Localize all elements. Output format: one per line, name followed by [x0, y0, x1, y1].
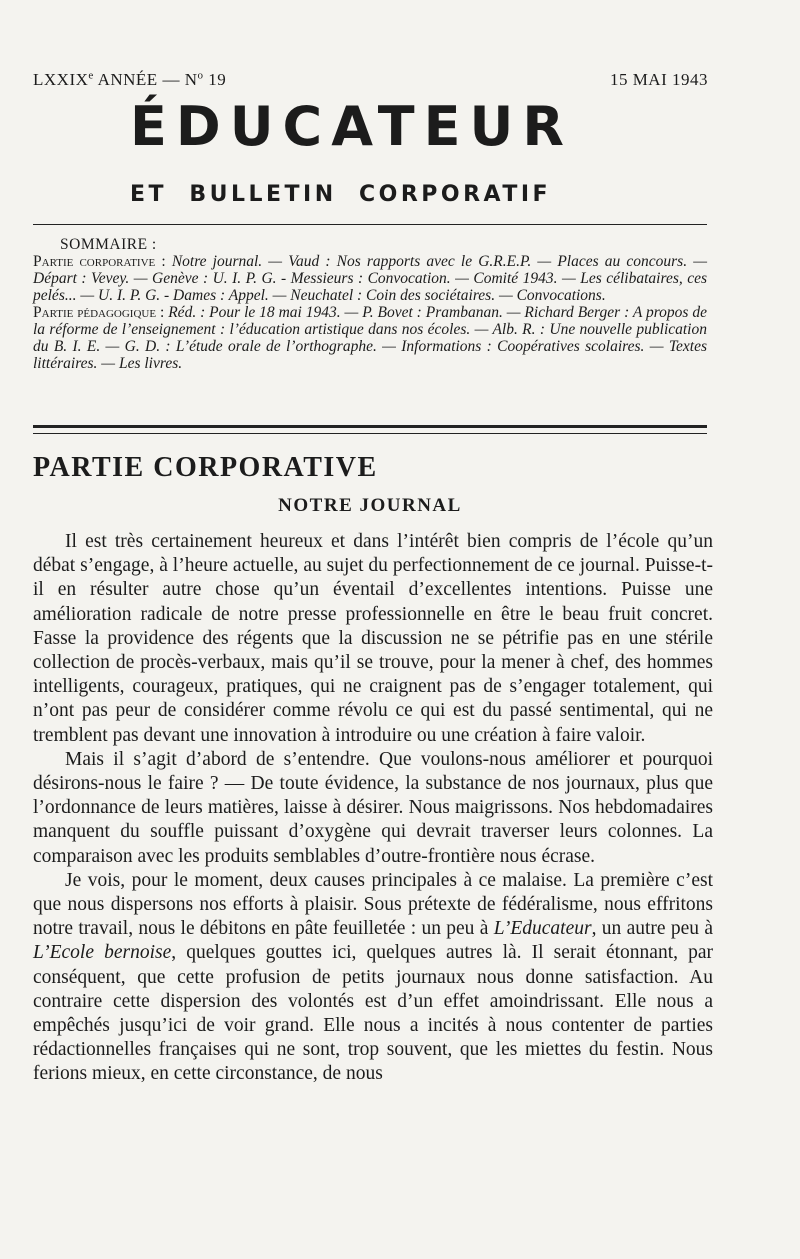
journal-reference: L’Educateur: [493, 918, 592, 940]
toc-pedagogique: Partie pédagogique : Réd. : Pour le 18 mai 1943. — P. Bovet : Prambanan. — Richard Berger : A propos de la réforme de l’enseignement : l’éducation artistique dans nos écoles. — Alb. R. : Une nouvelle publication du B. I. E. — G. D. : L’étude orale de l’orthographe. — Informations : Coopératives scolaires. — Textes littéraires. — Les livres.: [33, 304, 707, 372]
article-body: [33, 530, 713, 1087]
article-paragraph: Mais il s’agit d’abord de s’entendre. Que voulons-nous améliorer et pourquoi désirons-nous le faire ? — De toute évidence, la substance de nos journaux, plus que l’ordonnance de leurs matières, laisse à désirer. Nous maigrissons. Nos hebdomadaires manquent du souffle puissant d’oxygène qui devrait traverser leurs colonnes. La comparaison avec les produits semblables d’outre-frontière nous écrase.: [33, 748, 713, 867]
table-of-contents: [33, 236, 707, 372]
masthead-rule: [33, 224, 707, 225]
masthead-title: ÉDUCATEUR: [130, 95, 573, 158]
section-title: PARTIE CORPORATIVE: [33, 452, 378, 483]
journal-reference: L’Ecole bernoise: [33, 942, 172, 964]
volume-issue: LXXIXe ANNÉE — $N^o$ 19: [33, 69, 227, 89]
article-paragraph: Il est très certainement heureux et dans l’intérêt bien compris de l’école qu’un débat s’engage, à l’heure actuelle, au sujet du perfectionnement de ce journal. Puisse-t-il en résulter autre chose qu’un éventail d’excellentes intentions. Puisse une amélioration radicale de notre presse professionnelle en être le beau fruit concret. Fasse la providence des régents que la discussion ne se pétrifie pas en une stérile collection de procès-verbaux, mais qu’il se trouve, pour la mener à chef, des hommes intelligents, courageux, pratiques, qui ne craignent pas de s’engager totalement, qui n’ont pas peur de considérer comme révolu ce qui est du passé sentimental, qui ne tremblent pas devant une innovation à introduire ou une création à faire valoir.: [33, 531, 713, 746]
toc-corporative: Partie corporative : Notre journal. — Vaud : Nos rapports avec le G.R.E.P. — Places au concours. — Départ : Vevey. — Genève : U. I. P. G. - Messieurs : Convocation. — Comité 1943. — Les célibataires, ces pelés... — U. I. P. G. - Dames : Appel. — Neuchatel : Coin des sociétaires. — Convocations.: [33, 253, 707, 304]
section-divider: [33, 425, 707, 434]
masthead-subtitle: ET BULLETIN CORPORATIF: [130, 182, 552, 207]
issue-line: [33, 70, 708, 90]
article-paragraph: Je vois, pour le moment, deux causes principales à ce malaise. La première c’est que nous dispersons nos efforts à plaisir. Sous prétexte de fédéralisme, nous effritons notre travail, nous le débitons en pâte feuilletée : un peu à L’Educateur, un autre peu à L’Ecole bernoise, quelques gouttes ici, quelques autres là. Il serait étonnant, par conséquent, que cette profusion de petits journaux nous donne satisfaction. Au contraire cette dispersion des volontés est d’un effet amoindrissant. Elle nous a empêchés jusqu’ici de voir grand. Elle nous a incités à nous contenter de parties rédactionnelles françaises qui ne sont, trop souvent, que les miettes du festin. Nous ferions mieux, en cette circonstance, de nous: [33, 869, 713, 1085]
issue-date: 15 MAI 1943: [609, 70, 708, 89]
article-title: NOTRE JOURNAL: [278, 495, 462, 516]
toc-heading: SOMMAIRE :: [60, 236, 157, 253]
